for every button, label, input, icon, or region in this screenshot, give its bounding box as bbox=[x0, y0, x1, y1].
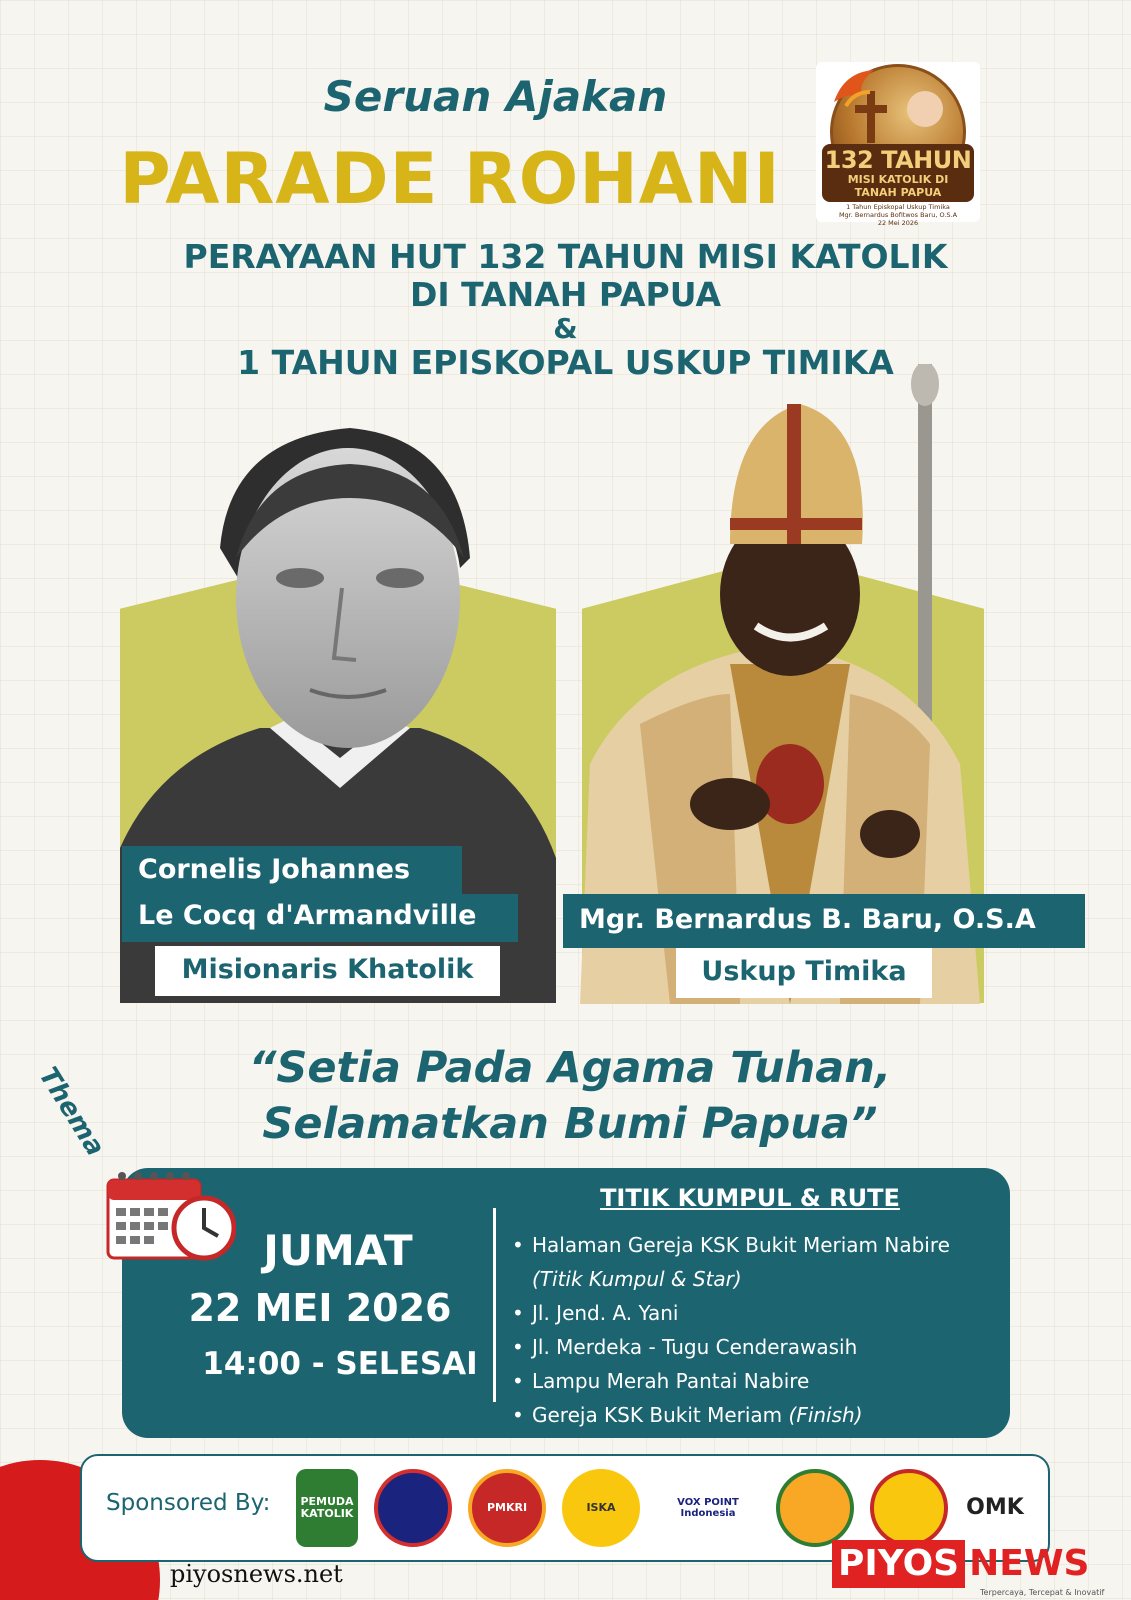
sponsor-logo bbox=[870, 1469, 948, 1547]
route-item bbox=[512, 1330, 982, 1364]
page-title: PARADE ROHANI bbox=[119, 138, 781, 220]
route-item-text: Halaman Gereja KSK Bukit Meriam Nabire bbox=[532, 1233, 950, 1257]
bishop-role: Uskup Timika bbox=[676, 948, 932, 998]
badge-foot-line: Mgr. Bernardus Bofitwos Baru, O.S.A bbox=[838, 211, 958, 219]
event-time: 14:00 - SELESAI bbox=[202, 1346, 478, 1382]
calendar-clock-icon bbox=[106, 1170, 236, 1265]
subtitle: Seruan Ajakan bbox=[323, 72, 668, 121]
bishop-name: Mgr. Bernardus B. Baru, O.S.A bbox=[563, 894, 1085, 948]
occasion-line: 1 TAHUN EPISKOPAL USKUP TIMIKA bbox=[237, 343, 894, 382]
omk-logo: OMK bbox=[964, 1469, 1026, 1547]
brand-part1: PIYOS bbox=[832, 1540, 965, 1588]
route-item-text: Jl. Merdeka - Tugu Cenderawasih bbox=[532, 1335, 858, 1359]
event-day: JUMAT bbox=[263, 1226, 413, 1275]
sponsor-label: Sponsored By: bbox=[106, 1490, 271, 1516]
anniversary-badge bbox=[816, 62, 980, 227]
theme-label: Thema bbox=[32, 1062, 111, 1162]
occasion-line: & bbox=[553, 312, 578, 345]
sponsor-logo bbox=[776, 1469, 854, 1547]
theme-line: “Setia Pada Agama Tuhan, bbox=[248, 1043, 892, 1093]
brand-logo bbox=[832, 1540, 1089, 1588]
route-item bbox=[512, 1398, 982, 1432]
badge-line: MISI KATOLIK DI bbox=[847, 173, 949, 186]
route-item bbox=[512, 1228, 982, 1296]
iska-logo: ISKA bbox=[562, 1469, 640, 1547]
phoenix-icon bbox=[824, 62, 884, 122]
info-divider bbox=[493, 1208, 496, 1402]
brand-tagline: Terpercaya, Tercepat & Inovatif bbox=[980, 1588, 1105, 1597]
vox-point-logo: VOX POINT Indonesia bbox=[656, 1469, 760, 1547]
missionary-name-line1: Cornelis Johannes bbox=[122, 846, 462, 894]
site-url: piyosnews.net bbox=[170, 1560, 343, 1588]
pmkri-logo: PMKRI bbox=[468, 1469, 546, 1547]
missionary-name-line2: Le Cocq d'Armandville bbox=[122, 894, 518, 942]
route-list bbox=[512, 1228, 982, 1432]
missionary-role: Misionaris Khatolik bbox=[155, 946, 500, 996]
event-date: 22 MEI 2026 bbox=[188, 1286, 452, 1330]
brand-part2: NEWS bbox=[969, 1543, 1090, 1584]
pemuda-katolik-logo: PEMUDA KATOLIK bbox=[296, 1469, 358, 1547]
route-title: TITIK KUMPUL & RUTE bbox=[600, 1184, 900, 1212]
route-item-text: Lampu Merah Pantai Nabire bbox=[532, 1369, 810, 1393]
route-item-note: (Finish) bbox=[788, 1403, 863, 1427]
theme-line: Selamatkan Bumi Papua” bbox=[262, 1099, 878, 1149]
route-item-text: Jl. Jend. A. Yani bbox=[532, 1301, 679, 1325]
route-item bbox=[512, 1296, 982, 1330]
route-item-note: (Titik Kumpul & Star) bbox=[532, 1267, 742, 1291]
badge-foot-line: 22 Mei 2026 bbox=[877, 219, 919, 227]
badge-number: 132 TAHUN bbox=[824, 146, 972, 174]
sponsor-logo bbox=[374, 1469, 452, 1547]
badge-ribbon bbox=[822, 144, 974, 202]
route-item-text: Gereja KSK Bukit Meriam bbox=[532, 1403, 789, 1427]
route-item bbox=[512, 1364, 982, 1398]
badge-line: TANAH PAPUA bbox=[854, 186, 942, 199]
occasion-line: DI TANAH PAPUA bbox=[409, 275, 722, 314]
theme-quote bbox=[120, 1040, 1020, 1152]
sponsor-logos bbox=[296, 1466, 1026, 1550]
badge-foot-line: 1 Tahun Episkopal Uskup Timika bbox=[846, 203, 950, 211]
occasion-heading bbox=[60, 238, 1071, 382]
badge-footnote bbox=[820, 203, 976, 227]
occasion-line: PERAYAAN HUT 132 TAHUN MISI KATOLIK bbox=[183, 237, 948, 276]
